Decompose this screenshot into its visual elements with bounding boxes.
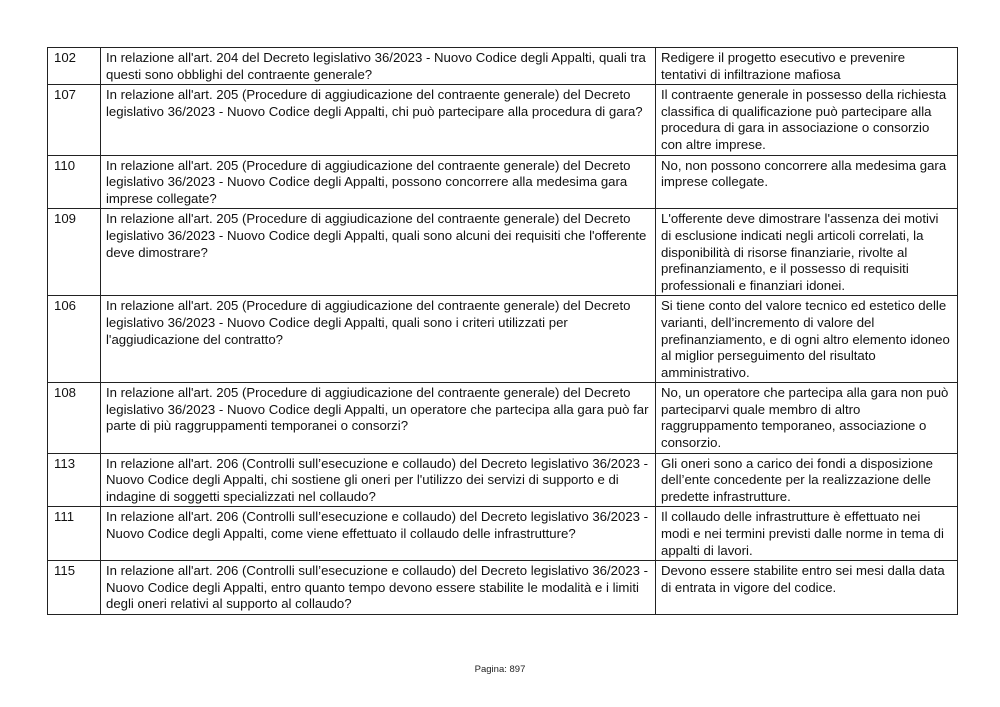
table-row xyxy=(48,85,958,155)
question-number: 115 xyxy=(48,561,101,615)
question-text: In relazione all'art. 206 (Controlli sull’esecuzione e collaudo) del Decreto legislativo 36/2023 - Nuovo Codice degli Appalti, entro quanto tempo devono essere stabilite le modalità e i limiti degli oneri relativi al supporto al collaudo? xyxy=(101,561,656,615)
table-row xyxy=(48,453,958,507)
table-row xyxy=(48,155,958,209)
qa-table-body xyxy=(48,48,958,615)
table-row xyxy=(48,383,958,453)
page-number: Pagina: 897 xyxy=(474,664,526,675)
question-text: In relazione all'art. 205 (Procedure di aggiudicazione del contraente generale) del Decreto legislativo 36/2023 - Nuovo Codice degli Appalti, un operatore che partecipa alla gara può far parte di più raggruppamenti temporanei o consorzi? xyxy=(101,383,656,453)
table-row xyxy=(48,296,958,383)
qa-table xyxy=(47,47,958,615)
answer-text: Il contraente generale in possesso della richiesta classifica di qualificazione può partecipare alla procedura di gara in associazione o consorzio con altre imprese. xyxy=(656,85,958,155)
answer-text: Gli oneri sono a carico dei fondi a disposizione dell’ente concedente per la realizzazione delle predette infrastrutture. xyxy=(656,453,958,507)
answer-text: Redigere il progetto esecutivo e prevenire tentativi di infiltrazione mafiosa xyxy=(656,48,958,85)
question-text: In relazione all'art. 206 (Controlli sull’esecuzione e collaudo) del Decreto legislativo 36/2023 - Nuovo Codice degli Appalti, come viene effettuato il collaudo delle infrastrutture? xyxy=(101,507,656,561)
question-number: 113 xyxy=(48,453,101,507)
answer-text: No, non possono concorrere alla medesima gara imprese collegate. xyxy=(656,155,958,209)
answer-text: Il collaudo delle infrastrutture è effettuato nei modi e nei termini previsti dalle norme in tema di appalti di lavori. xyxy=(656,507,958,561)
answer-text: L'offerente deve dimostrare l'assenza dei motivi di esclusione indicati negli articoli correlati, la disponibilità di risorse finanziarie, rivolte al prefinanziamento, e il possesso di requisiti professionali e finanziari idonei. xyxy=(656,209,958,296)
table-row xyxy=(48,48,958,85)
question-text: In relazione all'art. 205 (Procedure di aggiudicazione del contraente generale) del Decreto legislativo 36/2023 - Nuovo Codice degli Appalti, quali sono i criteri utilizzati per l'aggiudicazione del contratto? xyxy=(101,296,656,383)
answer-text: Si tiene conto del valore tecnico ed estetico delle varianti, dell’incremento di valore del prefinanziamento, e di ogni altro elemento idoneo al miglior perseguimento del risultato amministrativo. xyxy=(656,296,958,383)
question-text: In relazione all'art. 204 del Decreto legislativo 36/2023 - Nuovo Codice degli Appalti, quali tra questi sono obblighi del contraente generale? xyxy=(101,48,656,85)
answer-text: Devono essere stabilite entro sei mesi dalla data di entrata in vigore del codice. xyxy=(656,561,958,615)
question-text: In relazione all'art. 205 (Procedure di aggiudicazione del contraente generale) del Decreto legislativo 36/2023 - Nuovo Codice degli Appalti, possono concorrere alla medesima gara imprese collegate? xyxy=(101,155,656,209)
answer-text: No, un operatore che partecipa alla gara non può parteciparvi quale membro di altro raggruppamento temporaneo, associazione o consorzio. xyxy=(656,383,958,453)
question-number: 108 xyxy=(48,383,101,453)
question-number: 109 xyxy=(48,209,101,296)
table-row xyxy=(48,561,958,615)
question-number: 110 xyxy=(48,155,101,209)
question-text: In relazione all'art. 205 (Procedure di aggiudicazione del contraente generale) del Decreto legislativo 36/2023 - Nuovo Codice degli Appalti, quali sono alcuni dei requisiti che l'offerente deve dimostrare? xyxy=(101,209,656,296)
question-number: 107 xyxy=(48,85,101,155)
question-text: In relazione all'art. 205 (Procedure di aggiudicazione del contraente generale) del Decreto legislativo 36/2023 - Nuovo Codice degli Appalti, chi può partecipare alla procedura di gara? xyxy=(101,85,656,155)
table-row xyxy=(48,209,958,296)
table-row xyxy=(48,507,958,561)
question-number: 111 xyxy=(48,507,101,561)
question-text: In relazione all'art. 206 (Controlli sull’esecuzione e collaudo) del Decreto legislativo 36/2023 - Nuovo Codice degli Appalti, chi sostiene gli oneri per l'utilizzo dei servizi di supporto e di indagine di soggetti specializzati nel collaudo? xyxy=(101,453,656,507)
question-number: 106 xyxy=(48,296,101,383)
question-number: 102 xyxy=(48,48,101,85)
